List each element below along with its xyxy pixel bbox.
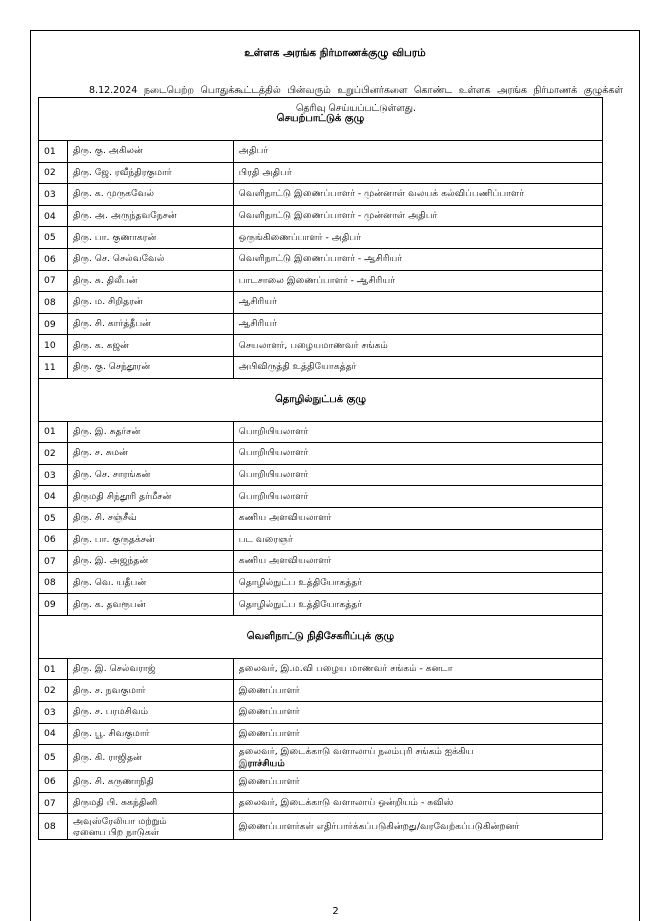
- table-row: [39, 529, 603, 551]
- table-row: [39, 814, 603, 840]
- row-number: 07: [39, 270, 68, 292]
- member-name: திரு. ம. சிறிதரன்: [67, 292, 233, 314]
- row-number: 09: [39, 313, 68, 335]
- row-number: 01: [39, 658, 68, 680]
- member-name: திரு. பா. குருதக்சன்: [67, 529, 233, 551]
- row-number: 08: [39, 292, 68, 314]
- member-role: அபிவிருத்தி உத்தியோகத்தர்: [233, 356, 602, 378]
- row-number: 04: [39, 205, 68, 227]
- member-name: திரு. சு. திலீபன்: [67, 270, 233, 292]
- member-role: பிரதி அதிபர்: [233, 162, 602, 184]
- row-number: 09: [39, 594, 68, 616]
- member-role: பொறியியலாளர்: [233, 421, 602, 443]
- member-name: திரு. வெ. யதீபன்: [67, 572, 233, 594]
- member-name: திரு. செ. செல்வவேல்: [67, 248, 233, 270]
- table-row: [39, 356, 603, 378]
- section-heading-row: [39, 378, 603, 421]
- member-role: வெளிநாட்டு இணைப்பாளர் - முன்னாள் அதிபர்: [233, 205, 602, 227]
- row-number: 06: [39, 248, 68, 270]
- row-number: 06: [39, 529, 68, 551]
- member-name: திரு. கி. ராஜிதன்: [67, 745, 233, 771]
- document-title: உள்ளக அரங்க நிர்மாணக்குழு விபரம்: [244, 47, 426, 59]
- member-name: திரு. இ. அஜந்தன்: [67, 551, 233, 573]
- row-number: 02: [39, 680, 68, 702]
- page-number: 2: [332, 906, 339, 917]
- member-role: கணிய அளவியலாளர்: [233, 551, 602, 573]
- table-row: [39, 141, 603, 163]
- member-role: செயலாளர், பழையமாணவர் சங்கம்: [233, 335, 602, 357]
- table-row: [39, 313, 603, 335]
- member-name: திரு. பூ. சிவகுமார்: [67, 723, 233, 745]
- table-row: [39, 507, 603, 529]
- member-role: வெளிநாட்டு இணைப்பாளர் - ஆசிரியர்: [233, 248, 602, 270]
- table-row: [39, 572, 603, 594]
- row-number: 01: [39, 421, 68, 443]
- row-number: 06: [39, 771, 68, 793]
- member-name: திரு. சி. கார்த்தீபன்: [67, 313, 233, 335]
- table-row: [39, 184, 603, 206]
- row-number: 05: [39, 227, 68, 249]
- member-name: திரு. பா. குணாகரன்: [67, 227, 233, 249]
- member-role: ஆசிரியர்: [233, 292, 602, 314]
- row-number: 05: [39, 507, 68, 529]
- member-role: தொழில்நுட்ப உத்தியோகத்தர்: [233, 594, 602, 616]
- member-role: இணைப்பாளர்: [233, 771, 602, 793]
- row-number: 03: [39, 184, 68, 206]
- member-role: பட வரைஞர்: [233, 529, 602, 551]
- member-name: திரு. க. கஜன்: [67, 335, 233, 357]
- table-row: [39, 658, 603, 680]
- row-number: 02: [39, 162, 68, 184]
- member-role: வெளிநாட்டு இணைப்பாளர் - முன்னாள் வலயக் கல்விப்பணிப்பாளர்: [233, 184, 602, 206]
- table-row: [39, 723, 603, 745]
- table-row: [39, 335, 603, 357]
- row-number: 04: [39, 486, 68, 508]
- row-number: 04: [39, 723, 68, 745]
- table-row: [39, 464, 603, 486]
- table-row: [39, 443, 603, 465]
- member-name: திரு. இ. சுதர்சன்: [67, 421, 233, 443]
- table-row: [39, 270, 603, 292]
- section-heading: தொழில்நுட்பக் குழு: [39, 378, 603, 421]
- row-number: 10: [39, 335, 68, 357]
- committee-table: [38, 97, 603, 840]
- section-heading-row: [39, 98, 603, 141]
- member-role: அதிபர்: [233, 141, 602, 163]
- member-role: இணைப்பாளர்: [233, 723, 602, 745]
- section-heading: செயற்பாட்டுக் குழு: [39, 98, 603, 141]
- member-name: திரு. கு. செந்தூரன்: [67, 356, 233, 378]
- member-role: இணைப்பாளர்: [233, 680, 602, 702]
- row-number: 05: [39, 745, 68, 771]
- member-name: திரு. க. தவரூபன்: [67, 594, 233, 616]
- member-name: திரு. க. முருகவேல்: [67, 184, 233, 206]
- table-row: [39, 594, 603, 616]
- table-row: [39, 680, 603, 702]
- member-name: திரு. சி. கருணாநிதி: [67, 771, 233, 793]
- member-name: திருமதி சிந்தூரி தர்மீசன்: [67, 486, 233, 508]
- member-name: திரு. ச. சுமன்: [67, 443, 233, 465]
- section-heading: வெளிநாட்டு நிதிசேகரிப்புக் குழு: [39, 615, 603, 658]
- member-name: திருமதி பி. சுகந்தினி: [67, 792, 233, 814]
- member-name: திரு. ச. நவகுமார்: [67, 680, 233, 702]
- member-name: திரு. ஜே. ரவீந்திரகுமார்: [67, 162, 233, 184]
- member-role: கணிய அளவியலாளர்: [233, 507, 602, 529]
- member-role: தலைவர், இடைக்காடு வளாலாய் நலம்புரி சங்கம் ஐக்கிய இராச்சியம்: [233, 745, 602, 771]
- table-row: [39, 745, 603, 771]
- member-name: திரு. அ. அருந்தவநேசன்: [67, 205, 233, 227]
- member-role: பொறியியலாளர்: [233, 486, 602, 508]
- table-row: [39, 227, 603, 249]
- row-number: 08: [39, 572, 68, 594]
- section-heading-row: [39, 615, 603, 658]
- member-role: இணைப்பாளர்: [233, 702, 602, 724]
- table-row: [39, 702, 603, 724]
- member-name: திரு. கு. அகிலன்: [67, 141, 233, 163]
- member-role: பாடசாலை இணைப்பாளர் - ஆசிரியர்: [233, 270, 602, 292]
- member-name: திரு. செ. சாரங்கன்: [67, 464, 233, 486]
- member-name: திரு. இ. செல்வராஜ்: [67, 658, 233, 680]
- row-number: 03: [39, 702, 68, 724]
- table-row: [39, 292, 603, 314]
- row-number: 02: [39, 443, 68, 465]
- member-role: தொழில்நுட்ப உத்தியோகத்தர்: [233, 572, 602, 594]
- member-role: பொறியியலாளர்: [233, 443, 602, 465]
- row-number: 08: [39, 814, 68, 840]
- table-row: [39, 162, 603, 184]
- member-role: தலைவர், இ.ம.வி பழைய மாணவர் சங்கம் - கனடா: [233, 658, 602, 680]
- member-role: இணைப்பாளர்கள் எதிர்பார்க்கப்படுகின்றது/வரவேற்கப்படுகின்றனர்: [233, 814, 602, 840]
- row-number: 11: [39, 356, 68, 378]
- member-role: தலைவர், இடைக்காடு வளாலாய் ஒன்றியம் - சுவிஸ்: [233, 792, 602, 814]
- table-row: [39, 551, 603, 573]
- table-row: [39, 486, 603, 508]
- row-number: 07: [39, 551, 68, 573]
- table-row: [39, 771, 603, 793]
- row-number: 03: [39, 464, 68, 486]
- member-name: திரு. ச. பரமசிவம்: [67, 702, 233, 724]
- member-role: பொறியியலாளர்: [233, 464, 602, 486]
- row-number: 07: [39, 792, 68, 814]
- table-row: [39, 205, 603, 227]
- row-number: 01: [39, 141, 68, 163]
- table-row: [39, 248, 603, 270]
- member-role: ஒருங்கிணைப்பாளர் - அதிபர்: [233, 227, 602, 249]
- table-row: [39, 421, 603, 443]
- member-name: திரு. சி. சஞ்சீவ்: [67, 507, 233, 529]
- intro-paragraph: 8.12.2024 நடைபெற்ற பொதுக்கூட்டத்தில் பின்வரும் உறுப்பினர்களை கொண்ட உள்ளக அரங்க நிர்மாணக் குழுக்கள் தெரிவு செய்யப்பட்டுள்ளது.: [89, 85, 623, 114]
- table-row: [39, 792, 603, 814]
- member-name: அவுஸ்ரேலியா மற்றும் ஏனைய பிற நாடுகள்: [67, 814, 233, 840]
- member-role: ஆசிரியர்: [233, 313, 602, 335]
